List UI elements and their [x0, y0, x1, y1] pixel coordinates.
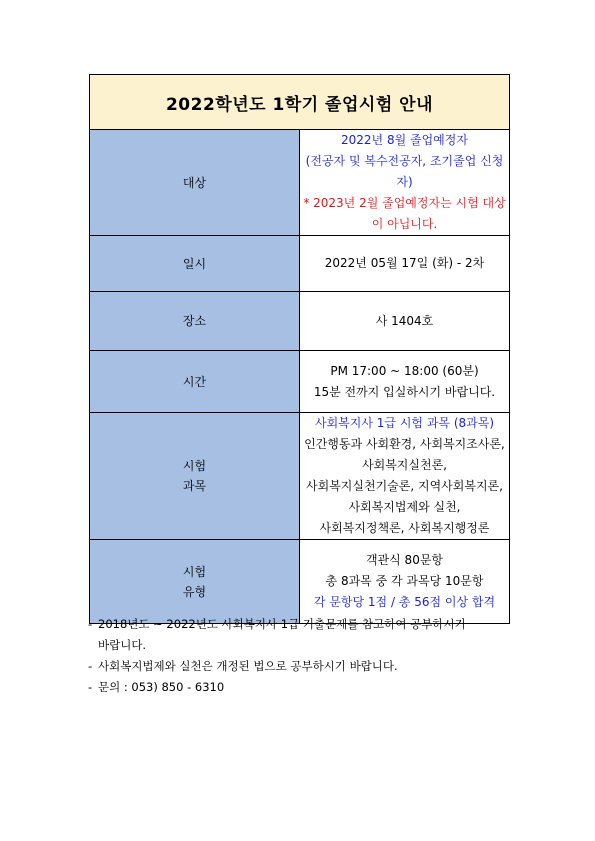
- target-warning: * 2023년 2월 졸업예정자는 시험 대상이 아닙니다.: [303, 196, 506, 231]
- subjects-row: [90, 413, 510, 540]
- type-passing-criteria: 각 문항당 1점 / 총 56점 이상 합격: [313, 595, 496, 609]
- time-content: [300, 351, 510, 413]
- time-notice: 15분 전까지 입실하시기 바랍니다.: [313, 384, 496, 399]
- time-label: 시간: [90, 351, 300, 413]
- date-value: 2022년 05월 17일 (화) - 2차: [300, 236, 510, 292]
- place-label: 장소: [90, 292, 300, 351]
- exam-notice-table: [89, 74, 510, 624]
- notice-title: 2022학년도 1학기 졸업시험 안내: [90, 75, 510, 130]
- type-content: [300, 540, 510, 624]
- place-row: [90, 292, 510, 351]
- note-item: [88, 677, 518, 698]
- contact-info: 문의 : 053) 850 - 6310: [98, 680, 225, 694]
- target-label: 대상: [90, 130, 300, 236]
- note-1-line-1: 2018년도 ~ 2022년도 사회복지사 1급 기출문제를 참고하여 공부하시기: [98, 617, 466, 631]
- subjects-content: [300, 413, 510, 540]
- time-range: PM 17:00 ~ 18:00 (60분): [330, 363, 479, 378]
- target-row: [90, 130, 510, 236]
- type-label: 시험 유형: [90, 540, 300, 624]
- subjects-line-1: 인간행동과 사회환경, 사회복지조사론, 사회복지실천론,: [304, 437, 505, 472]
- time-row: [90, 351, 510, 413]
- target-content: [300, 130, 510, 236]
- target-line-1: 2022년 8월 졸업예정자: [341, 133, 468, 147]
- subjects-line-2: 사회복지실천기술론, 지역사회복지론, 사회복지법제와 실천,: [306, 479, 503, 514]
- subjects-line-3: 사회복지정책론, 사회복지행정론: [319, 521, 490, 535]
- note-item: [88, 614, 518, 656]
- note-dash: -: [88, 617, 93, 631]
- type-line-2: 총 8과목 중 각 과목당 10문항: [325, 574, 484, 588]
- note-dash: -: [88, 680, 93, 694]
- notes-list: [88, 614, 518, 698]
- place-value: 사 1404호: [300, 292, 510, 351]
- note-dash: -: [88, 659, 93, 673]
- note-item: [88, 656, 518, 677]
- date-row: [90, 236, 510, 292]
- note-2: 사회복지법제와 실천은 개정된 법으로 공부하시기 바랍니다.: [98, 659, 398, 673]
- title-row: [90, 75, 510, 130]
- type-row: [90, 540, 510, 624]
- date-label: 일시: [90, 236, 300, 292]
- type-line-1: 객관식 80문항: [365, 553, 444, 567]
- subjects-label: 시험 과목: [90, 413, 300, 540]
- subjects-heading: 사회복지사 1급 시험 과목 (8과목): [315, 416, 494, 430]
- target-line-2: (전공자 및 복수전공자, 조기졸업 신청자): [305, 154, 504, 189]
- note-1-line-2: 바랍니다.: [98, 638, 147, 652]
